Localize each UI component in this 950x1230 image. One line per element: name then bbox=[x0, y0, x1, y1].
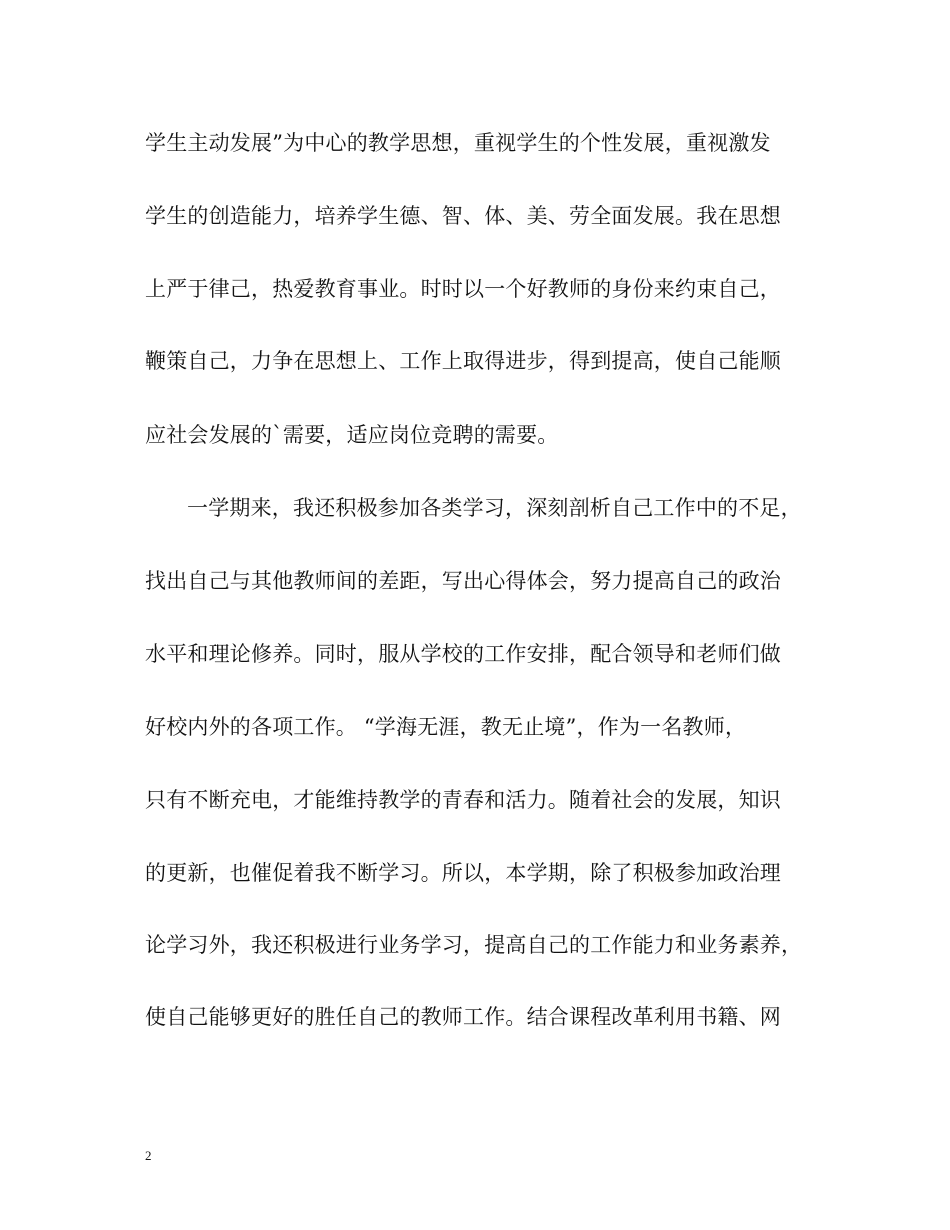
text-line: 鞭策自己，力争在思想上、工作上取得进步，得到提高，使自己能顺 bbox=[145, 349, 781, 373]
page-number: 2 bbox=[145, 1148, 152, 1163]
text-line: 论学习外，我还积极进行业务学习，提高自己的工作能力和业务素养， bbox=[145, 933, 803, 957]
text-line: 水平和理论修养。同时，服从学校的工作安排，配合领导和老师们做 bbox=[145, 642, 781, 666]
text-line: 的更新，也催促着我不断学习。所以，本学期，除了积极参加政治理 bbox=[145, 861, 781, 885]
text-line: 学生的创造能力，培养学生德、智、体、美、劳全面发展。我在思想 bbox=[145, 204, 781, 228]
text-line: 学生主动发展”为中心的教学思想，重视学生的个性发展，重视激发 bbox=[145, 131, 771, 155]
text-line: 应社会发展的`需要，适应岗位竞聘的需要。 bbox=[145, 423, 559, 447]
text-line: 使自己能够更好的胜任自己的教师工作。结合课程改革利用书籍、网 bbox=[145, 1005, 781, 1029]
text-line: 好校内外的各项工作。 “学海无涯，教无止境”，作为一名教师， bbox=[145, 715, 747, 739]
text-line: 只有不断充电，才能维持教学的青春和活力。随着社会的发展，知识 bbox=[145, 788, 781, 812]
paragraph-first-line: 一学期来，我还积极参加各类学习，深刻剖析自己工作中的不足， bbox=[187, 496, 802, 520]
text-line: 找出自己与其他教师间的差距，写出心得体会，努力提高自己的政治 bbox=[145, 569, 781, 593]
text-line: 上严于律己，热爱教育事业。时时以一个好教师的身份来约束自己， bbox=[145, 277, 781, 301]
